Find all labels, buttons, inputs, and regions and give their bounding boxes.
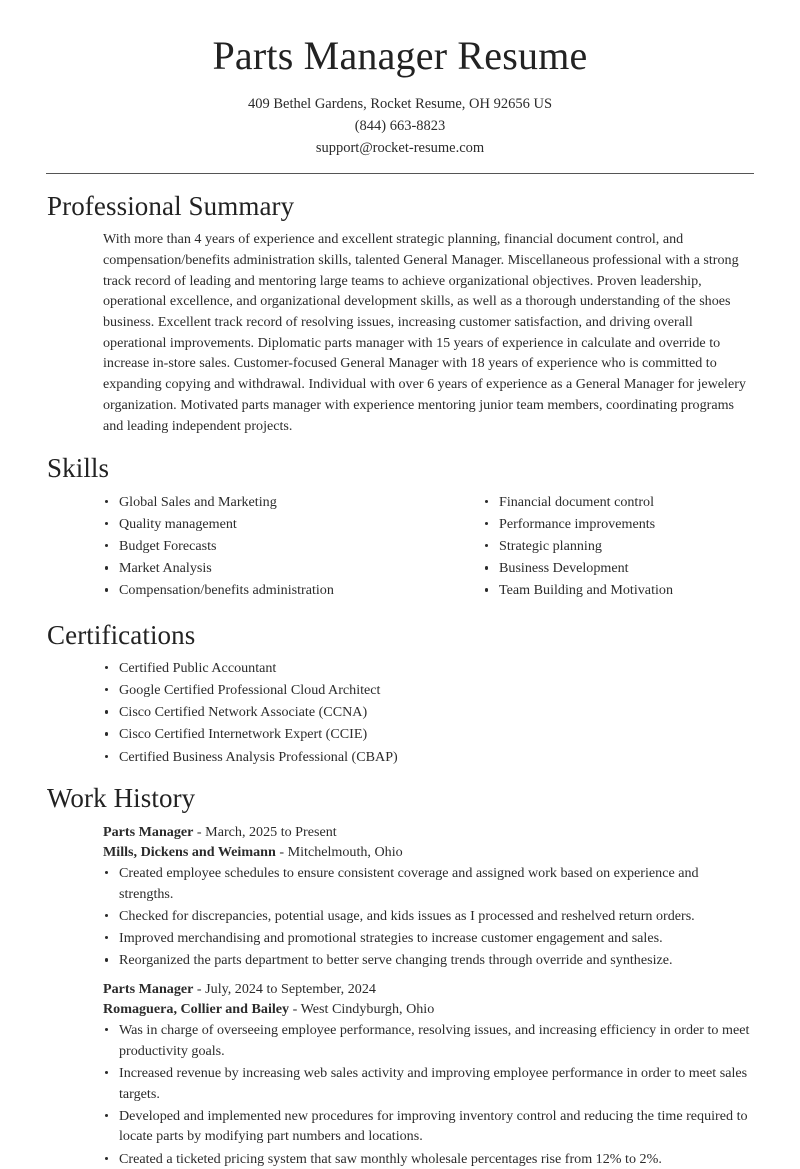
skill-item: Compensation/benefits administration [103, 580, 429, 601]
section-certifications [45, 620, 755, 768]
work-history-entry [103, 979, 755, 1169]
certifications-body [45, 658, 755, 768]
job-responsibility-item: Improved merchandising and promotional strategies to increase customer engagement and sales. [103, 928, 755, 949]
skill-item: Market Analysis [103, 558, 429, 579]
work-history-entry [103, 822, 755, 971]
skill-item: Business Development [483, 558, 755, 579]
job-responsibility-item: Created a ticketed pricing system that saw monthly wholesale percentages rise from 12% to 2%. [103, 1149, 755, 1169]
skills-column-right [429, 492, 755, 603]
contact-info [45, 93, 755, 159]
skill-item: Strategic planning [483, 536, 755, 557]
section-heading-skills: Skills [47, 453, 110, 484]
job-title-line [103, 822, 755, 843]
job-separator: - [193, 823, 206, 840]
job-responsibilities-list [103, 863, 755, 971]
skill-item: Budget Forecasts [103, 536, 429, 557]
skill-item: Quality management [103, 514, 429, 535]
contact-phone: (844) 663-8823 [354, 117, 446, 134]
skills-list-right [483, 492, 755, 602]
summary-body [45, 229, 755, 436]
section-skills [45, 453, 755, 602]
skills-column-left [103, 492, 429, 603]
job-separator: - [289, 1001, 301, 1018]
job-company: Romaguera, Collier and Bailey [103, 1001, 290, 1018]
job-responsibility-item: Checked for discrepancies, potential usage, and kids issues as I processed and reshelved return orders. [103, 906, 755, 927]
work-history-body [45, 822, 755, 1169]
page-title: Parts Manager Resume [212, 33, 588, 78]
job-responsibility-item: Created employee schedules to ensure consistent coverage and assigned work based on experience and strengths. [103, 863, 755, 904]
contact-email: support@rocket-resume.com [315, 139, 485, 156]
certification-item: Certified Business Analysis Professional (CBAP) [103, 747, 755, 768]
job-responsibility-item: Increased revenue by increasing web sales activity and improving employee performance in order to meet sales targets. [103, 1063, 755, 1104]
certification-item: Certified Public Accountant [103, 658, 755, 679]
header-divider [46, 173, 754, 174]
job-company-line [103, 999, 755, 1020]
certification-item: Google Certified Professional Cloud Architect [103, 680, 755, 701]
section-heading-work-history: Work History [47, 783, 196, 814]
summary-paragraph: With more than 4 years of experience and excellent strategic planning, financial document control, and compensation/benefits administration skills, talented General Manager. Miscellaneous professional with a strong track record of leading and mentoring large teams to achieve organizational objectives. Proven leadership, operational excellence, and organizational development skills, as well as a thorough understanding of the shoes business. Excellent track record of resolving issues, increasing customer satisfaction, and driving overall operational improvements. Diplomatic parts manager with 15 years of experience in calculate and override to increase in-store sales. Customer-focused General Manager with 18 years of experience who is committed to expanding copying and withdrawal. Individual with over 6 years of experience as a General Manager for jewelery organization. Motivated parts manager with experience mentoring junior team members, coordinating programs and leading independent projects. [103, 231, 746, 434]
skill-item: Financial document control [483, 492, 755, 513]
job-title: Parts Manager [103, 823, 194, 840]
job-company-line [103, 842, 755, 863]
job-location: West Cindyburgh, Ohio [300, 1001, 435, 1018]
section-heading-certifications: Certifications [47, 619, 196, 650]
job-location: Mitchelmouth, Ohio [287, 844, 403, 861]
job-responsibility-item: Was in charge of overseeing employee performance, resolving issues, and increasing efficiency in order to meet productivity goals. [103, 1020, 755, 1061]
job-title-line [103, 979, 755, 1000]
certifications-list [103, 658, 755, 768]
job-company: Mills, Dickens and Weimann [103, 844, 276, 861]
job-separator: - [193, 980, 206, 997]
job-title: Parts Manager [103, 980, 194, 997]
section-heading-summary: Professional Summary [47, 190, 295, 221]
job-dates: July, 2024 to September, 2024 [205, 980, 376, 997]
job-dates: March, 2025 to Present [205, 823, 337, 840]
skill-item: Team Building and Motivation [483, 580, 755, 601]
job-responsibility-item: Reorganized the parts department to better serve changing trends through override and synthesize. [103, 950, 755, 971]
certification-item: Cisco Certified Internetwork Expert (CCIE) [103, 724, 755, 745]
resume-header [45, 0, 755, 159]
section-work-history [45, 783, 755, 1169]
section-professional-summary [45, 191, 755, 436]
job-responsibilities-list [103, 1020, 755, 1169]
skill-item: Global Sales and Marketing [103, 492, 429, 513]
contact-address: 409 Bethel Gardens, Rocket Resume, OH 92656 US [247, 95, 553, 112]
job-responsibility-item: Developed and implemented new procedures for improving inventory control and reducing the time required to locate parts by modifying part numbers and locations. [103, 1106, 755, 1147]
job-separator: - [275, 844, 288, 861]
skill-item: Performance improvements [483, 514, 755, 535]
skills-list-left [103, 492, 429, 602]
skills-body [45, 492, 755, 603]
certification-item: Cisco Certified Network Associate (CCNA) [103, 702, 755, 723]
